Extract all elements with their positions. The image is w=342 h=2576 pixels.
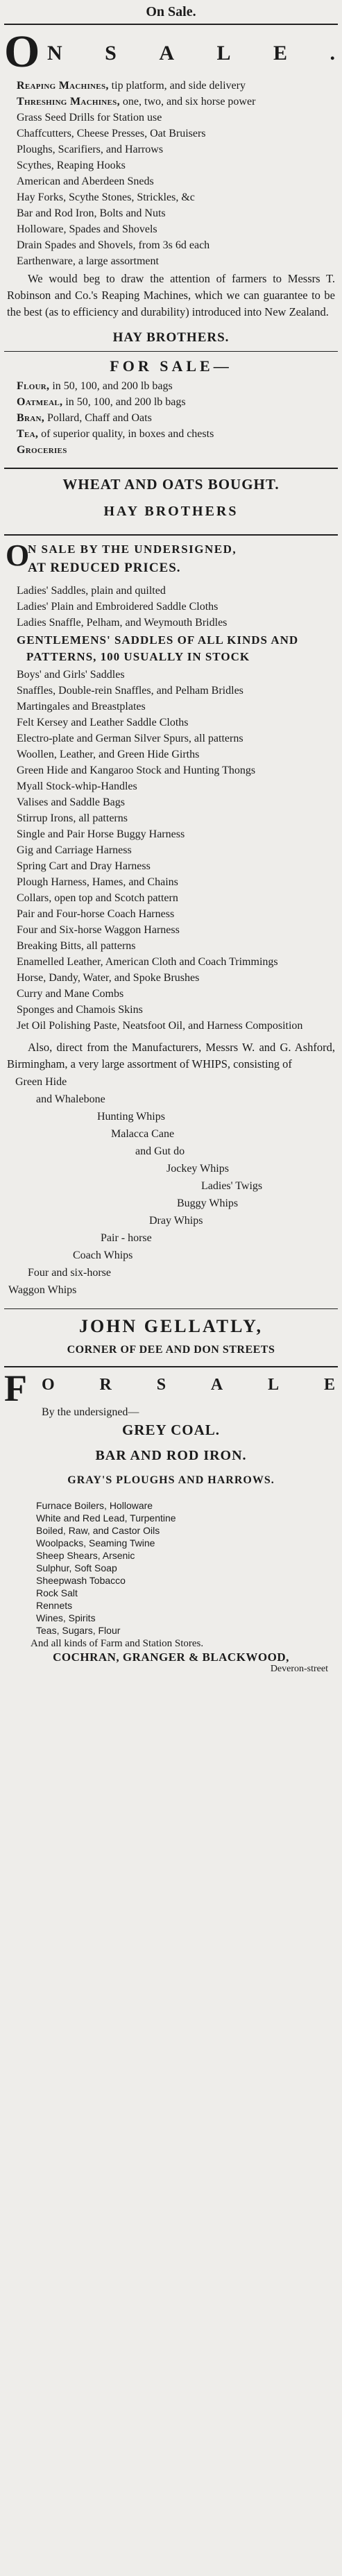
item-text: Scythes, Reaping Hooks bbox=[17, 160, 126, 171]
list-item: Ladies' Saddles, plain and quilted bbox=[17, 585, 166, 597]
list-item: Wines, Spirits bbox=[36, 1612, 96, 1623]
item-caps: Tea, bbox=[17, 428, 39, 440]
heading-ploughs: GRAY'S PLOUGHS AND HARROWS. bbox=[67, 1474, 275, 1486]
advert-for-sale-groceries bbox=[0, 352, 342, 458]
list-item: Furnace Boilers, Holloware bbox=[36, 1500, 153, 1511]
whip-line: Buggy Whips bbox=[177, 1197, 239, 1209]
item-list bbox=[0, 667, 342, 1034]
item-caps: Threshing Machines, bbox=[17, 96, 120, 108]
header-letter: L bbox=[216, 42, 232, 65]
list-item bbox=[0, 94, 342, 110]
list-item: Collars, open top and Scotch pattern bbox=[17, 892, 178, 904]
item-text: one, two, and six horse power bbox=[119, 96, 256, 108]
item-caps: Reaping Machines, bbox=[17, 80, 109, 92]
header-letter: . bbox=[330, 42, 336, 65]
list-item: Woolpacks, Seaming Twine bbox=[36, 1537, 155, 1549]
advertiser-name: JOHN GELLATLY, bbox=[78, 1316, 263, 1336]
list-item: Pair and Four-horse Coach Harness bbox=[17, 908, 175, 920]
list-item: Stirrup Irons, all patterns bbox=[17, 812, 128, 824]
header-letter: L bbox=[268, 1376, 281, 1394]
item-text: Hay Forks, Scythe Stones, Strickles, &c bbox=[17, 191, 195, 203]
item-caps: Bran, bbox=[17, 412, 45, 424]
list-item: Ladies Snaffle, Pelham, and Weymouth Bridles bbox=[17, 617, 228, 629]
item-text: Holloware, Spades and Shovels bbox=[17, 223, 157, 235]
list-item: Martingales and Breastplates bbox=[17, 701, 146, 713]
header-letter: E bbox=[323, 1376, 336, 1394]
list-item bbox=[0, 394, 342, 410]
list-item bbox=[0, 78, 342, 94]
header-letter: A bbox=[159, 42, 176, 65]
list-item bbox=[0, 142, 342, 157]
headline-line-1: N SALE BY THE UNDERSIGNED, bbox=[28, 543, 237, 556]
header-letters bbox=[42, 1376, 336, 1394]
header-letter: E bbox=[273, 42, 289, 65]
list-item: White and Red Lead, Turpentine bbox=[36, 1512, 176, 1524]
whip-line: Malacca Cane bbox=[111, 1128, 175, 1140]
header-initial: O bbox=[4, 26, 40, 77]
whip-line: and Gut do bbox=[135, 1145, 185, 1157]
whip-line: Pair - horse bbox=[101, 1232, 152, 1244]
list-item bbox=[0, 410, 342, 426]
advert-signature: HAY BROTHERS. bbox=[112, 330, 230, 345]
header-letter: S bbox=[156, 1376, 168, 1394]
list-item: Felt Kersey and Leather Saddle Cloths bbox=[17, 717, 189, 728]
list-item: Teas, Sugars, Flour bbox=[36, 1625, 121, 1636]
item-text: Chaffcutters, Cheese Presses, Oat Bruisers bbox=[17, 128, 206, 139]
header-letter: R bbox=[99, 1376, 113, 1394]
advert-signature: HAY BROTHERS bbox=[103, 504, 239, 519]
list-item bbox=[0, 442, 342, 458]
item-text: of superior quality, in boxes and chests bbox=[38, 428, 214, 440]
list-item bbox=[0, 126, 342, 142]
list-item: Sponges and Chamois Skins bbox=[17, 1004, 143, 1016]
list-item: Breaking Bitts, all patterns bbox=[17, 940, 136, 952]
whip-line: Waggon Whips bbox=[8, 1284, 77, 1296]
item-text: American and Aberdeen Sneds bbox=[17, 176, 154, 187]
item-list bbox=[0, 1499, 342, 1637]
whip-line: Green Hide bbox=[15, 1076, 67, 1088]
item-text: Bar and Rod Iron, Bolts and Nuts bbox=[17, 207, 166, 219]
list-item: Sheep Shears, Arsenic bbox=[36, 1550, 135, 1561]
heading-iron: BAR AND ROD IRON. bbox=[95, 1448, 247, 1463]
list-item bbox=[0, 173, 342, 189]
whip-line: Dray Whips bbox=[149, 1215, 203, 1227]
item-text: in 50, 100, and 200 lb bags bbox=[62, 396, 186, 408]
list-item: Valises and Saddle Bags bbox=[17, 796, 125, 808]
list-item: Myall Stock-whip-Handles bbox=[17, 781, 137, 792]
divider bbox=[4, 1308, 338, 1309]
advert-header bbox=[0, 25, 342, 77]
list-item: Four and Six-horse Waggon Harness bbox=[17, 924, 180, 936]
gents-saddles-notice: GENTLEMENS' SADDLES OF ALL KINDS AND PATTERNS, 100 USUALLY IN STOCK bbox=[17, 633, 299, 663]
advert-for-sale-stores bbox=[0, 1367, 342, 1674]
item-text: Pollard, Chaff and Oats bbox=[44, 412, 152, 424]
list-item: Ladies' Plain and Embroidered Saddle Cloths bbox=[17, 601, 219, 613]
list-item: Rock Salt bbox=[36, 1587, 78, 1598]
whip-line: Ladies' Twigs bbox=[201, 1180, 263, 1192]
whips-intro: Also, direct from the Manufacturers, Messrs W. and G. Ashford, Birmingham, a very large assortment of WHIPS, consisting of bbox=[7, 1041, 335, 1071]
list-item: Boys' and Girls' Saddles bbox=[17, 669, 125, 681]
whips-list bbox=[0, 1074, 342, 1306]
item-text: tip platform, and side delivery bbox=[108, 80, 246, 92]
header-initial: F bbox=[4, 1367, 27, 1409]
list-item bbox=[0, 253, 342, 269]
header-letter: N bbox=[47, 42, 64, 65]
whip-line: Jockey Whips bbox=[166, 1163, 229, 1175]
advert-heading: FOR SALE— bbox=[110, 357, 232, 375]
advert-paragraph: We would beg to draw the attention of farmers to Messrs T. Robinson and Co.'s Reaping Machines, which we can guarantee to be the best (as to efficiency and durability) introduced into New Zealand. bbox=[7, 272, 335, 318]
item-text: Earthenware, a large assortment bbox=[17, 255, 159, 267]
list-item: Plough Harness, Hames, and Chains bbox=[17, 876, 178, 888]
by-line: By the undersigned— bbox=[42, 1406, 139, 1418]
whip-line: Hunting Whips bbox=[97, 1111, 165, 1123]
item-caps: Oatmeal, bbox=[17, 396, 63, 408]
item-text: Drain Spades and Shovels, from 3s 6d each bbox=[17, 239, 210, 251]
item-list bbox=[0, 78, 342, 269]
list-item bbox=[0, 205, 342, 221]
list-item bbox=[0, 110, 342, 126]
item-caps: Groceries bbox=[17, 444, 67, 456]
whip-line: Coach Whips bbox=[73, 1249, 133, 1261]
closing-line: And all kinds of Farm and Station Stores. bbox=[31, 1638, 204, 1649]
list-item: Jet Oil Polishing Paste, Neatsfoot Oil, and Harness Composition bbox=[17, 1020, 303, 1032]
whip-line: Four and six-horse bbox=[28, 1267, 111, 1279]
item-list bbox=[0, 378, 342, 458]
headline-initial: O bbox=[6, 538, 30, 572]
item-text: Ploughs, Scarifiers, and Harrows bbox=[17, 144, 164, 155]
advert-on-sale-hay-brothers bbox=[0, 25, 342, 351]
list-item: Boiled, Raw, and Castor Oils bbox=[36, 1525, 160, 1536]
list-item: Electro-plate and German Silver Spurs, all patterns bbox=[17, 733, 243, 744]
advert-wheat-oats bbox=[0, 469, 342, 524]
list-item: Woollen, Leather, and Green Hide Girths bbox=[17, 749, 200, 760]
list-item: Spring Cart and Dray Harness bbox=[17, 860, 151, 872]
list-item: Snaffles, Double-rein Snaffles, and Pelham Bridles bbox=[17, 685, 243, 697]
item-text: Grass Seed Drills for Station use bbox=[17, 112, 162, 123]
list-item: Single and Pair Horse Buggy Harness bbox=[17, 828, 185, 840]
header-letter: A bbox=[210, 1376, 225, 1394]
item-list bbox=[0, 583, 342, 631]
advert-saddlery bbox=[0, 536, 342, 1362]
list-item: Gig and Carriage Harness bbox=[17, 844, 132, 856]
list-item: Curry and Mane Combs bbox=[17, 988, 124, 1000]
whip-line: and Whalebone bbox=[36, 1093, 105, 1105]
header-letters bbox=[47, 42, 336, 65]
list-item bbox=[0, 221, 342, 237]
list-item bbox=[0, 237, 342, 253]
header-letter: S bbox=[105, 42, 118, 65]
advertiser-address: CORNER OF DEE AND DON STREETS bbox=[67, 1344, 275, 1356]
list-item: Sheepwash Tobacco bbox=[36, 1575, 126, 1586]
list-item: Sulphur, Soft Soap bbox=[36, 1562, 117, 1573]
advert-headline bbox=[0, 540, 342, 579]
heading-coal: GREY COAL. bbox=[121, 1422, 221, 1438]
item-text: in 50, 100, and 200 lb bags bbox=[49, 380, 173, 392]
list-item: Rennets bbox=[36, 1600, 73, 1611]
list-item bbox=[0, 157, 342, 173]
list-item: Horse, Dandy, Water, and Spoke Brushes bbox=[17, 972, 200, 984]
advert-heading: WHEAT AND OATS BOUGHT. bbox=[62, 476, 280, 493]
page-title: On Sale. bbox=[146, 4, 196, 19]
list-item: Enamelled Leather, American Cloth and Coach Trimmings bbox=[17, 956, 278, 968]
headline-line-2: AT REDUCED PRICES. bbox=[28, 561, 181, 575]
list-item: Green Hide and Kangaroo Stock and Hunting Thongs bbox=[17, 765, 256, 776]
list-item bbox=[0, 426, 342, 442]
list-item bbox=[0, 378, 342, 394]
firm-name: COCHRAN, GRANGER & BLACKWOOD, bbox=[53, 1650, 289, 1664]
header-letter: O bbox=[42, 1376, 56, 1394]
advert-header bbox=[0, 1367, 342, 1409]
list-item bbox=[0, 189, 342, 205]
item-caps: Flour, bbox=[17, 380, 50, 392]
firm-street: Deveron-street bbox=[270, 1664, 328, 1674]
